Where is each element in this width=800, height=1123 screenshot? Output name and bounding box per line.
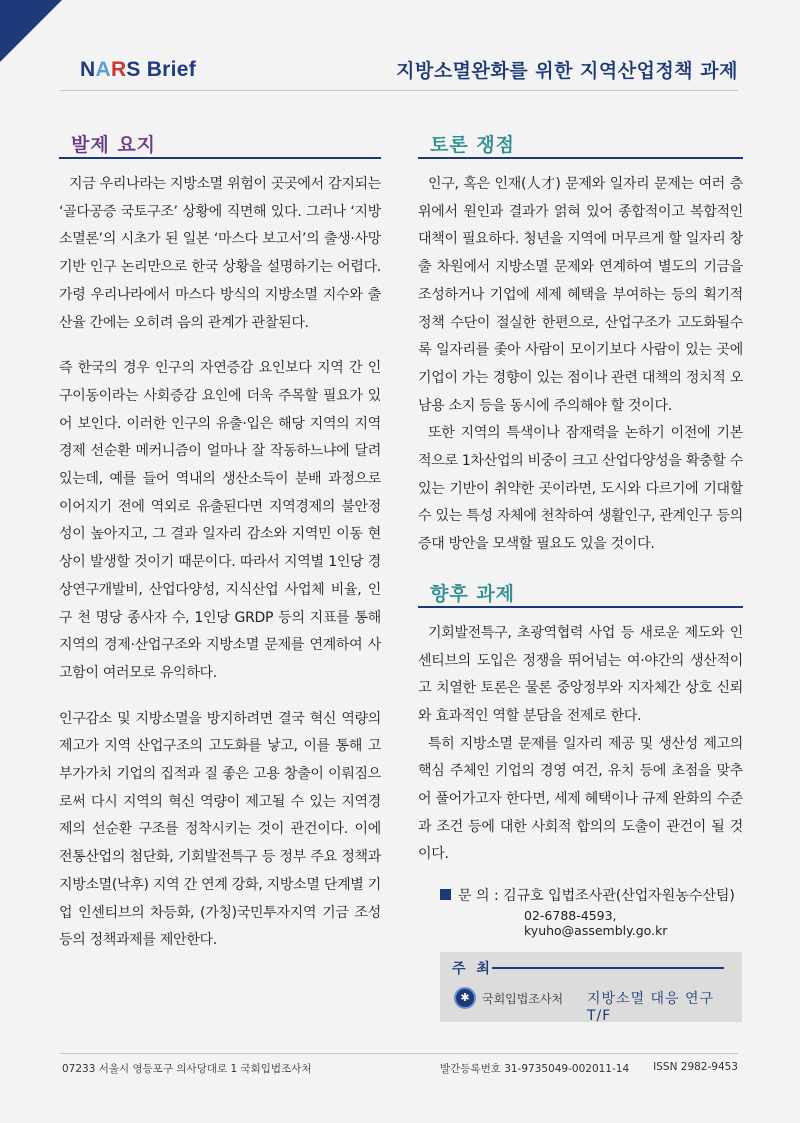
corner-decoration [0, 0, 62, 62]
summary-paragraph: 지금 우리나라는 지방소멸 위험이 곳곳에서 감지되는 ‘골다공증 국토구조’ 상황에 직면해 있다. 그러나 ‘지방소멸론’의 시초가 된 일본 ‘마스다 보고서’의 출생·사망 기반 인구 논리만으로 한국 상황을 설명하기는 어렵다. 가령 우리나라에서 마스다 방식의 지방소멸 지수와 출산율 간에는 오히려 음의 관계가 관찰된다. [59, 176, 381, 331]
debate-paragraph: 인구, 혹은 인재(人才) 문제와 일자리 문제는 여러 층위에서 원인과 결과가 얽혀 있어 종합적이고 복합적인 대책이 필요하다. 청년을 지역에 머무르게 할 일자리 창출 차원에서 지방소멸 문제와 연계하여 별도의 기금을 조성하거나 기업에 세제 혜택을 부여하는 등의 획기적 정책 수단이 절실한 한편으로, 산업구조가 고도화될수록 일자리를 좇아 사람이 모이기보다 사람이 있는 곳에 기업이 가는 경향이 있는 점이나 관련 대책의 정치적 오남용 소지 등을 동시에 주의해야 할 것이다. [418, 176, 743, 414]
host-organization: 국회입법조사처 [482, 992, 564, 1007]
nars-emblem-icon: ✱ [454, 987, 476, 1009]
future-paragraph: 기회발전특구, 초광역협력 사업 등 새로운 제도와 인센티브의 도입은 정쟁을 뛰어넘는 여·야간의 생산적이고 치열한 토론은 물론 중앙정부와 지자체간 상호 신뢰와 효과적인 역할 분담을 전제로 한다. [418, 624, 743, 724]
summary-paragraph: 즉 한국의 경우 인구의 자연증감 요인보다 지역 간 인구이동이라는 사회증감 요인에 더욱 주목할 필요가 있어 보인다. 이러한 인구의 유출·입은 해당 지역의 지역경제 선순환 메커니즘이 얼마나 잘 작동하느냐에 달려 있는데, 예를 들어 역내의 생산소득이 분배 과정으로 이어지기 전에 역외로 유출된다면 지역경제의 불안정성이 높아지고, 그 결과 일자리 감소와 지역민 이동 현상이 발생할 것이기 때문이다. 따라서 지역별 1인당 경상연구개발비, 산업다양성, 지식산업 사업체 비율, 인구 천 명당 종사자 수, 1인당 GRDP 등의 지표를 통해 지역의 경제·산업구조와 지방소멸 문제를 연계하여 사고함이 여러모로 유익하다. [59, 360, 381, 681]
footer-address: 07233 서울시 영등포구 의사당대로 1 국회입법조사처 [62, 1063, 312, 1075]
header-divider [60, 90, 738, 91]
debate-paragraph: 또한 지역의 특색이나 잠재력을 논하기 이전에 기본적으로 1차산업의 비중이 크고 산업다양성을 확충할 수 있는 기반이 취약한 곳이라면, 도시와 다르기에 기대할 수 있는 특성 자체에 천착하여 생활인구, 관계인구 등의 증대 방안을 모색할 필요도 있을 것이다. [418, 425, 743, 553]
summary-paragraph: 인구감소 및 지방소멸을 방지하려면 결국 혁신 역량의 제고가 지역 산업구조의 고도화를 낳고, 이를 통해 고부가가치 기업의 집적과 질 좋은 고용 창출이 이뤄짐으로써 다시 지역의 혁신 역량이 제고될 수 있는 지역경제의 선순환 구조를 정착시키는 것이 관건이다. 이에 전통산업의 첨단화, 기회발전특구 등 정부 주요 정책과 지방소멸(낙후) 지역 간 연계 강화, 지방소멸 단계별 기업 인센티브의 차등화, (가칭)국민투자지역 기금 조성 등의 정책과제를 제안한다. [59, 710, 381, 949]
document-title: 지방소멸완화를 위한 지역산업정책 과제 [396, 60, 738, 82]
right-column [418, 128, 743, 1025]
host-task-force: 지방소멸 대응 연구 T/F [587, 991, 715, 1025]
contact-info [418, 885, 743, 938]
section-heading-debate: 토론 쟁점 [418, 128, 743, 159]
host-box [440, 952, 742, 1025]
footer-issn: ISSN 2982-9453 [653, 1061, 738, 1073]
section-heading-future: 향후 과제 [418, 577, 743, 608]
section-heading-summary: 발제 요지 [59, 128, 381, 159]
contact-details: 02-6788-4593, kyuho@assembly.go.kr [524, 908, 668, 939]
contact-person: 문 의 : 김규호 입법조사관(산업자원농수산팀) [458, 888, 735, 905]
footer-registration: 발간등록번호 31-9735049-002011-14 [440, 1063, 630, 1075]
square-bullet-icon [440, 889, 451, 900]
footer-divider [60, 1053, 738, 1054]
future-paragraph: 특히 지방소멸 문제를 일자리 제공 및 생산성 제고의 핵심 주체인 기업의 경영 여건, 유치 등에 초점을 맞추어 풀어가고자 한다면, 세제 혜택이나 규제 완화의 수준과 조건 등에 대한 사회적 합의의 도출이 관건이 될 것이다. [418, 735, 743, 863]
host-divider [492, 967, 724, 969]
nars-brief-logo: NARS Brief [80, 58, 197, 81]
left-column [59, 128, 381, 955]
host-label: 주 최 [452, 961, 493, 978]
